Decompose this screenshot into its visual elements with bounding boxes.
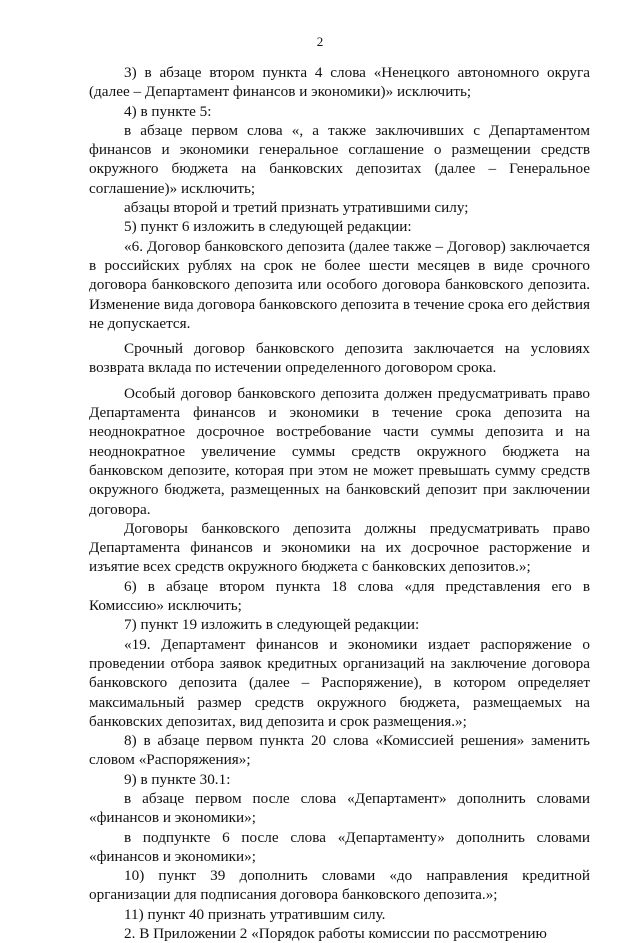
page-number: 2 [316, 34, 324, 49]
paragraph: 11) пункт 40 признать утратившим силу. [124, 905, 386, 923]
paragraph: 9) в пункте 30.1: [124, 770, 231, 788]
paragraph: «6. Договор банковского депозита (далее также – Договор) заключается в российских рублях на срок не более шести месяцев в виде срочного договора банковского депозита или особого договора банковского депозита. Изменение вида договора банковского депозита в течение срока его действия не допускается. [89, 237, 590, 332]
document-body [89, 63, 590, 943]
paragraph: 5) пункт 6 изложить в следующей редакции: [124, 218, 412, 236]
paragraph: 10) пункт 39 дополнить словами «до направления кредитной организации для подписания договора банковского депозита.»; [89, 867, 590, 904]
paragraph: в абзаце первом после слова «Департамент» дополнить словами «финансов и экономики»; [89, 789, 590, 827]
paragraph: 4) в пункте 5: [124, 102, 212, 120]
paragraph: Договоры банковского депозита должны предусматривать право Департамента финансов и экономики на их досрочное расторжение и изъятие всех средств окружного бюджета с банковских депозитов.»; [89, 519, 590, 576]
paragraph: 2. В Приложении 2 «Порядок работы комиссии по рассмотрению [124, 925, 547, 943]
paragraph: 8) в абзаце первом пункта 20 слова «Комиссией решения» заменить словом «Распоряжения»; [89, 732, 590, 769]
paragraph: «19. Департамент финансов и экономики издает распоряжение о проведении отбора заявок кредитных организаций на заключение договора банковского депозита (далее – Распоряжение), в котором определяет максимальный размер средств окружного бюджета, размещаемых на банковских депозитах, вид депозита и срок размещения.»; [89, 635, 590, 730]
paragraph: Особый договор банковского депозита должен предусматривать право Департамента финансов и экономики в течение срока депозита на неоднократное досрочное востребование части суммы депозита и на неоднократное увеличение суммы средств окружного бюджета на банковском депозите, которая при этом не может превышать сумму средств окружного бюджета, размещенных на банковский депозит при заключении договора. [89, 384, 590, 518]
paragraph: Срочный договор банковского депозита заключается на условиях возврата вклада по истечении определенного договором срока. [89, 340, 590, 377]
paragraph: 7) пункт 19 изложить в следующей редакции: [124, 616, 420, 634]
paragraph: абзацы второй и третий признать утратившими силу; [124, 199, 469, 217]
paragraph: 6) в абзаце втором пункта 18 слова «для представления его в Комиссию» исключить; [89, 577, 590, 615]
paragraph: в абзаце первом слова «, а также заключивших с Департаментом финансов и экономики генеральное соглашение о размещении средств окружного бюджета на банковских депозитах (далее – Генеральное соглашение)» исключить; [89, 121, 590, 197]
paragraph: 3) в абзаце втором пункта 4 слова «Ненецкого автономного округа (далее – Департамент финансов и экономики)» исключить; [89, 64, 590, 101]
paragraph: в подпункте 6 после слова «Департаменту» дополнить словами «финансов и экономики»; [89, 828, 590, 865]
